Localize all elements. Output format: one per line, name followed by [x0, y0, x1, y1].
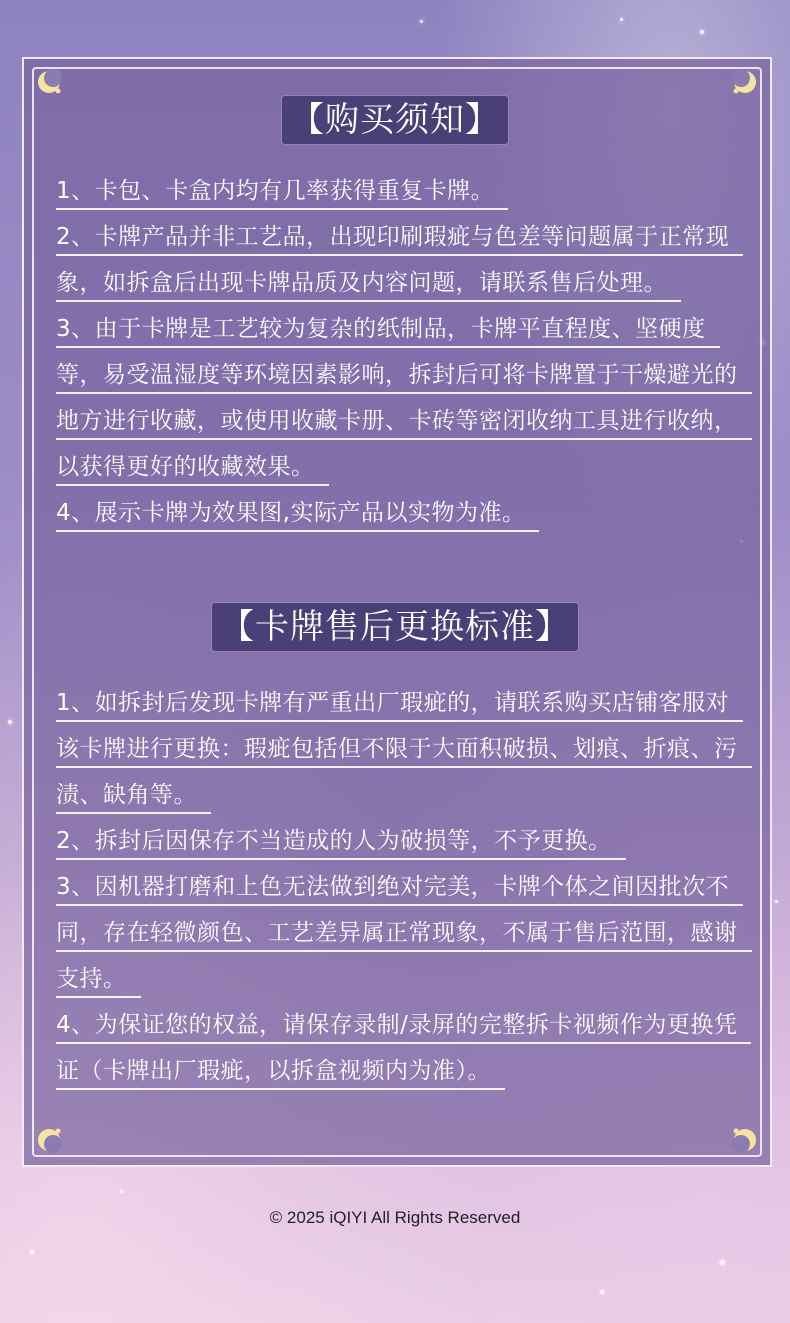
star — [8, 720, 12, 724]
copyright-footer: © 2025 iQIYI All Rights Reserved — [269, 1208, 521, 1227]
list-item-text: 4、展示卡牌为效果图,实际产品以实物为准。 — [56, 500, 539, 532]
crescent-moon-icon — [730, 1125, 760, 1155]
star — [600, 1290, 604, 1294]
star — [620, 18, 623, 21]
purchase-notice-heading — [0, 96, 790, 144]
list-item — [56, 168, 746, 214]
crescent-moon-icon — [34, 1125, 64, 1155]
after-sales-list — [56, 680, 746, 1094]
star — [700, 30, 704, 34]
star — [720, 1260, 725, 1265]
list-item — [56, 818, 746, 864]
star — [120, 1190, 123, 1193]
list-item-text: 4、为保证您的权益，请保存录制/录屏的完整拆卡视频作为更换凭证（卡牌出厂瑕疵，以拆盒视频内为准）。 — [56, 1012, 751, 1090]
list-item — [56, 306, 746, 490]
list-item — [56, 1002, 746, 1094]
star — [30, 1250, 34, 1254]
list-item-text: 3、由于卡牌是工艺较为复杂的纸制品，卡牌平直程度、坚硬度等，易受温湿度等环境因素影响，拆封后可将卡牌置于干燥避光的地方进行收藏，或使用收藏卡册、卡砖等密闭收纳工具进行收纳，以获得更好的收藏效果。 — [56, 316, 752, 486]
star — [420, 20, 423, 23]
crescent-moon-icon — [34, 67, 64, 97]
list-item — [56, 864, 746, 1002]
star — [775, 900, 778, 903]
purchase-notice-list — [56, 168, 746, 536]
list-item-text: 2、卡牌产品并非工艺品，出现印刷瑕疵与色差等问题属于正常现象，如拆盒后出现卡牌品质及内容问题，请联系售后处理。 — [56, 224, 743, 302]
list-item — [56, 680, 746, 818]
list-item — [56, 214, 746, 306]
list-item-text: 1、卡包、卡盒内均有几率获得重复卡牌。 — [56, 178, 508, 210]
list-item-text: 3、因机器打磨和上色无法做到绝对完美，卡牌个体之间因批次不同，存在轻微颜色、工艺差异属正常现象，不属于售后范围，感谢支持。 — [56, 874, 752, 998]
crescent-moon-icon — [730, 67, 760, 97]
list-item-text: 1、如拆封后发现卡牌有严重出厂瑕疵的，请联系购买店铺客服对该卡牌进行更换：瑕疵包括但不限于大面积破损、划痕、折痕、污渍、缺角等。 — [56, 690, 752, 814]
list-item — [56, 490, 746, 536]
purchase-notice-title: 【购买须知】 — [282, 96, 508, 144]
after-sales-title: 【卡牌售后更换标准】 — [212, 603, 578, 651]
list-item-text: 2、拆封后因保存不当造成的人为破损等，不予更换。 — [56, 828, 626, 860]
after-sales-heading — [0, 603, 790, 651]
